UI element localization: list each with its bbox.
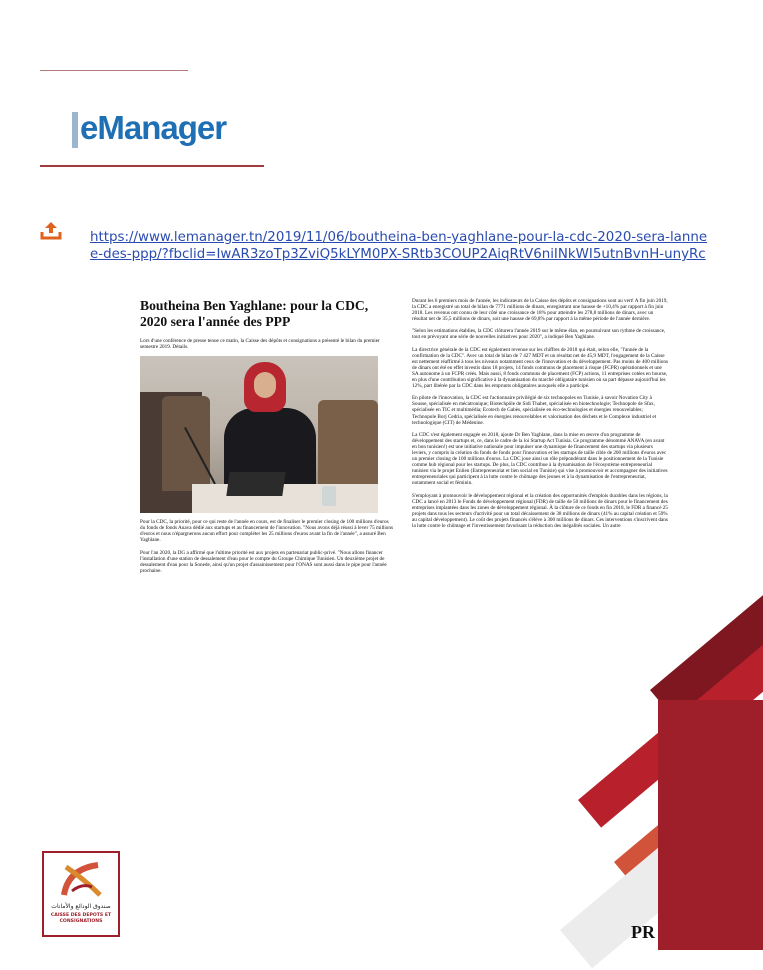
cdc-mark-icon [58, 861, 104, 901]
photo-laptop [226, 472, 285, 496]
article-paragraph: S'employant à promouvoir le développement régional et la création des opportunités d'emplois durables dans les régions, la CDC a lancé en 2013 le Fonds de développement régional (FDR) de taille de 50 millions de dinars pour le financement des entreprises implantées dans les zones de développement régional. À la clôture de ce fonds en fin 2018, le FDR a financé 25 projets dans tous les secteurs d'activité pour un total décaissement de 38 millions de dinars (41% au capital création et 59% au capital développement). Le coût des projets financés s'élève à 300 millions de dinars. Ces interventions s'inscrivent dans la lutte contre le chômage et l'investissement favorisant la réduction des inégalités sociales. Un autre [412, 492, 668, 529]
article-photo [140, 356, 378, 513]
photo-glass [322, 486, 336, 506]
article-column-right [412, 298, 668, 535]
cdc-french-name: CAISSE DES DEPOTS ET CONSIGNATIONS [50, 913, 112, 924]
photo-desk [192, 484, 378, 513]
article-paragraph: La directrice générale de la CDC est également revenue sur les chiffres de 2018 qui était, selon elle, "l'année de la confirmation de la CDC". Avec un total de bilan de 7 427 MDT et un résultat net de 45,9 MDT, l'engagement de la Caisse est nettement réaffirmé à tous les niveaux notamment ceux de l'innovation et du développement. Pas moins de 400 millions de dinars ont été en effet investis dans 18 projets, 14 fonds communs de placement à risque (FCPR) opérationnels et une SA autonome à un FCPR créés. Mais aussi, 8 fonds communs de placement (FCP) actions, 11 entreprises cotées en bourse, en plus d'une contribution significative à la dynamisation du marché obligataire tunisien où sa part dépasse aujourd'hui les 12%, part libérée par la CDC dans les emprunts obligataires auxquels elle a participé. [412, 346, 668, 390]
upload-share-icon[interactable] [40, 220, 62, 240]
emanager-logo [72, 108, 226, 148]
article-link[interactable]: https://www.lemanager.tn/2019/11/06/boutheina-ben-yaghlane-pour-la-cdc-2020-sera-lannee-des-ppp/?fbclid=IwAR3zoTp3ZviQ5kLYM0PX-SRtb3COUP2AiqRtV6niINkWI5utnBvnH-unyRc [90, 230, 708, 262]
photo-speaker-face [254, 372, 276, 398]
article-paragraph: Pour l'an 2020, la DG a affirmé que l'ultime priorité est aux projets en partenariat public-privé. "Nous allons financer l'installation d'une station de dessalement d'eau pour le compte du Groupe Chimique Tunisien. Un deuxième projet de dessalement d'eau pour la Sonede, ainsi qu'un projet d'assainissement pour l'ONAS sont aussi dans le pipe pour l'année prochaine. [140, 549, 387, 574]
cdc-arabic-name: صندوق الودائع والأمانات [51, 903, 111, 910]
brand-prefix: PR [631, 922, 655, 942]
article-paragraph: En pilote de l'innovation, la CDC est l'actionnaire privilégié de six technopoles en Tunisie, à savoir Novation City à Sousse, spécialisée en mécatronique; Biotechpôle de Sidi Thabet, spécialisée en biotechnologie; Technopole de Sfax, spécialisée en TIC et multimédia; Ecotech de Gabès, spécialisée en éco-technologies et énergies renouvelables; Technopole Borj Cedria, spécialisée en énergies renouvelables et valorisation des déchets et le Complexe industriel et technologique (CIT) de Médenine. [412, 395, 657, 426]
logo-bar [72, 112, 78, 148]
article-intro: Lors d'une conférence de presse tenue ce matin, la Caisse des dépôts et consignations a présenté le bilan du premier semestre 2019. Détails. [140, 338, 380, 351]
pr-factory-brand [631, 922, 714, 943]
brand-suffix: Factory [659, 922, 715, 942]
logo-text: eManager [80, 109, 227, 146]
cdc-logo [42, 851, 120, 937]
logo-divider [40, 165, 264, 167]
decorative-corner [658, 700, 763, 950]
article-paragraph: "Selon les estimations établies, la CDC clôturera l'année 2019 sur le même élan, en poursuivant son rythme de croissance, tout en prévoyant une série de nouvelles initiatives pour 2020", a indiqué Ben Yaghlane. [412, 328, 666, 341]
article-column-left [140, 298, 393, 580]
top-divider [40, 70, 188, 71]
article-paragraph: La CDC s'est également engagée en 2018, ajoute Dr Ben Yaghlane, dans la mise en œuvre d'un programme de développement des startups et, ce, dans le cadre de la loi Startup Act Tunisia. Ce programme dénommé ANAVA (en avant en bon tunisien!) est une initiative nationale pour impulser une dynamique de financement des startups via plusieurs leviers, y compris la création du fonds de fonds pour l'innovation et les startups de taille cible de 200 millions d'euros avec un premier closing de 100 millions d'euros. La CDC joue ainsi un rôle prépondérant dans le positionnement de la Tunisie comme hub régional pour les startups. De plus, la CDC contribue à la dynamisation de l'écosystème entrepreneurial tunisien via le projet Enlien (Entrepreneuriat et lien social en Tunisie) qui vise à promouvoir et accompagner des initiatives entrepreneuriales qui participent à la lutte contre le chômage des jeunes et à la dynamisation de l'entrepreneuriat, notamment social et féminin. [412, 431, 668, 487]
article-clipping [108, 292, 668, 622]
photo-chair [162, 396, 210, 491]
article-paragraph: Pour la CDC, la priorité, pour ce qui reste de l'année en cours, est de finaliser le premier closing de 100 millions d'euros du fonds de fonds Anava dédié aux startups et au financement de l'innovation. "Nous avons déjà réussi à lever 75 millions d'euros et nous n'épargnerons aucun effort pour compléter les 25 millions d'euros avant la fin de l'année", a assuré Ben Yaghlane. [140, 519, 394, 544]
article-headline: Boutheina Ben Yaghlane: pour la CDC, 2020 sera l'année des PPP [140, 298, 369, 329]
article-paragraph: Durant les 6 premiers mois de l'année, les indicateurs de la Caisse des dépôts et consignations sont au vert! A fin juin 2019, la CDC a enregistré un total de bilan de 7771 millions de dinars, enregistrant une hausse de +10,4% par rapport à fin juin 2018. Les revenus ont connu de leur côté une croissance de 18% pour atteindre les 278,8 millions de dinars, avec un résultat net de 35,5 millions de dinars, soit une hausse de 69,8% par rapport à la même période de l'année dernière. [412, 298, 668, 323]
